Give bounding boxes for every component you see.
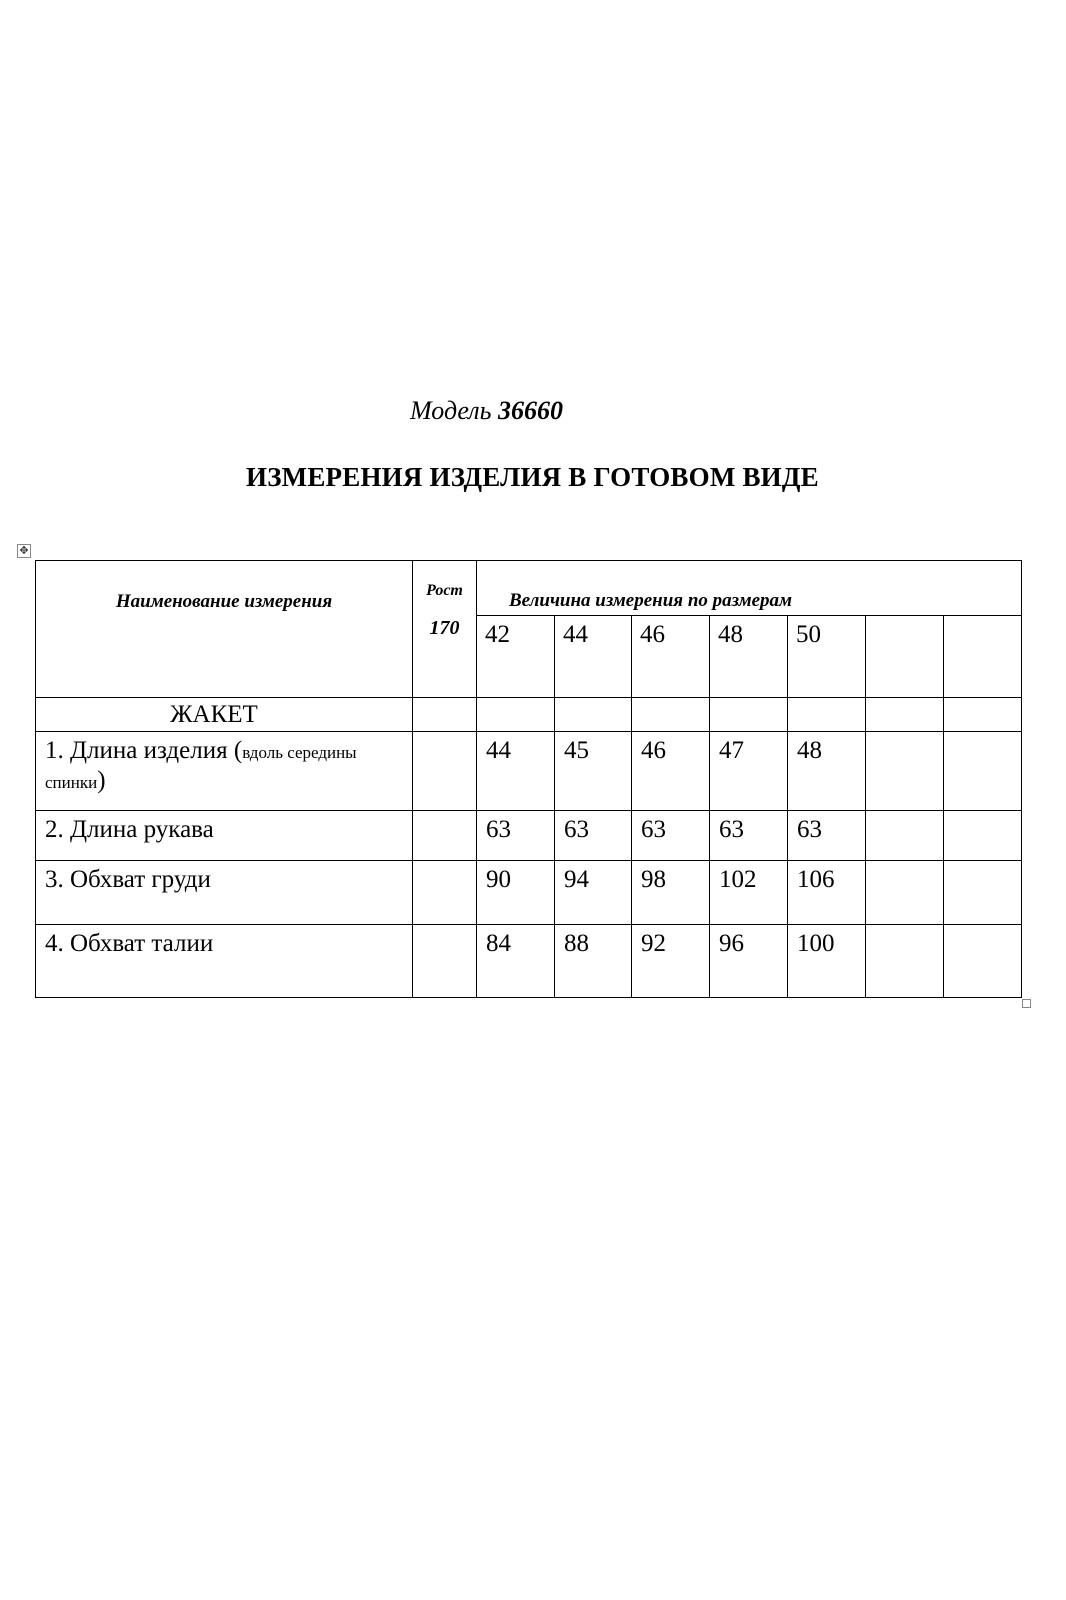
value-cell	[944, 861, 1022, 925]
value-cell: 102	[710, 861, 788, 925]
value-cell: 94	[555, 861, 632, 925]
table-row	[36, 861, 1022, 925]
header-row-top	[36, 561, 1022, 616]
model-caption	[410, 396, 563, 426]
document-title: ИЗМЕРЕНИЯ ИЗДЕЛИЯ В ГОТОВОМ ВИДЕ	[246, 462, 819, 492]
empty-cell	[788, 698, 866, 732]
value-cell: 90	[477, 861, 555, 925]
empty-cell	[632, 698, 710, 732]
value-cell: 63	[788, 811, 866, 861]
model-label: Модель	[410, 396, 492, 425]
value-cell: 47	[710, 732, 788, 811]
section-row	[36, 698, 1022, 732]
height-cell	[413, 811, 477, 861]
column-header-value: Величина измерения по размерам	[477, 561, 1022, 616]
column-header-height	[413, 561, 477, 698]
size-cell	[866, 616, 944, 698]
value-cell: 92	[632, 925, 710, 998]
value-cell: 63	[632, 811, 710, 861]
size-cell: 50	[788, 616, 866, 698]
value-cell	[866, 925, 944, 998]
measurement-name: 1. Длина изделия (вдоль середины спинки)	[36, 732, 413, 811]
value-cell	[866, 732, 944, 811]
value-cell: 48	[788, 732, 866, 811]
value-cell	[944, 732, 1022, 811]
value-cell: 106	[788, 861, 866, 925]
empty-cell	[944, 698, 1022, 732]
size-cell: 42	[477, 616, 555, 698]
column-header-name: Наименование измерения	[36, 561, 413, 698]
value-cell	[944, 811, 1022, 861]
value-cell: 63	[710, 811, 788, 861]
value-cell: 96	[710, 925, 788, 998]
value-cell	[944, 925, 1022, 998]
size-cell: 48	[710, 616, 788, 698]
measurement-name: 2. Длина рукава	[36, 811, 413, 861]
size-cell: 46	[632, 616, 710, 698]
value-cell: 45	[555, 732, 632, 811]
value-cell	[866, 811, 944, 861]
height-cell	[413, 732, 477, 811]
height-cell	[413, 925, 477, 998]
empty-cell	[866, 698, 944, 732]
value-cell	[866, 861, 944, 925]
table-row	[36, 732, 1022, 811]
value-cell: 88	[555, 925, 632, 998]
move-cross-icon[interactable]: ✥	[17, 544, 31, 558]
value-cell: 98	[632, 861, 710, 925]
section-label: ЖАКЕТ	[36, 698, 413, 732]
table-row	[36, 811, 1022, 861]
height-label: Рост	[426, 582, 463, 599]
height-value: 170	[429, 617, 460, 640]
value-cell: 44	[477, 732, 555, 811]
empty-cell	[413, 698, 477, 732]
measurement-name: 3. Обхват груди	[36, 861, 413, 925]
value-cell: 84	[477, 925, 555, 998]
value-cell: 63	[477, 811, 555, 861]
height-cell	[413, 861, 477, 925]
empty-cell	[710, 698, 788, 732]
value-cell: 46	[632, 732, 710, 811]
size-cell	[944, 616, 1022, 698]
measurements-table	[35, 560, 1022, 998]
value-cell: 63	[555, 811, 632, 861]
model-number: 36660	[497, 396, 563, 425]
measurement-name: 4. Обхват талии	[36, 925, 413, 998]
resize-square-icon[interactable]	[1022, 999, 1031, 1008]
table-row	[36, 925, 1022, 998]
empty-cell	[477, 698, 555, 732]
size-cell: 44	[555, 616, 632, 698]
value-cell: 100	[788, 925, 866, 998]
empty-cell	[555, 698, 632, 732]
